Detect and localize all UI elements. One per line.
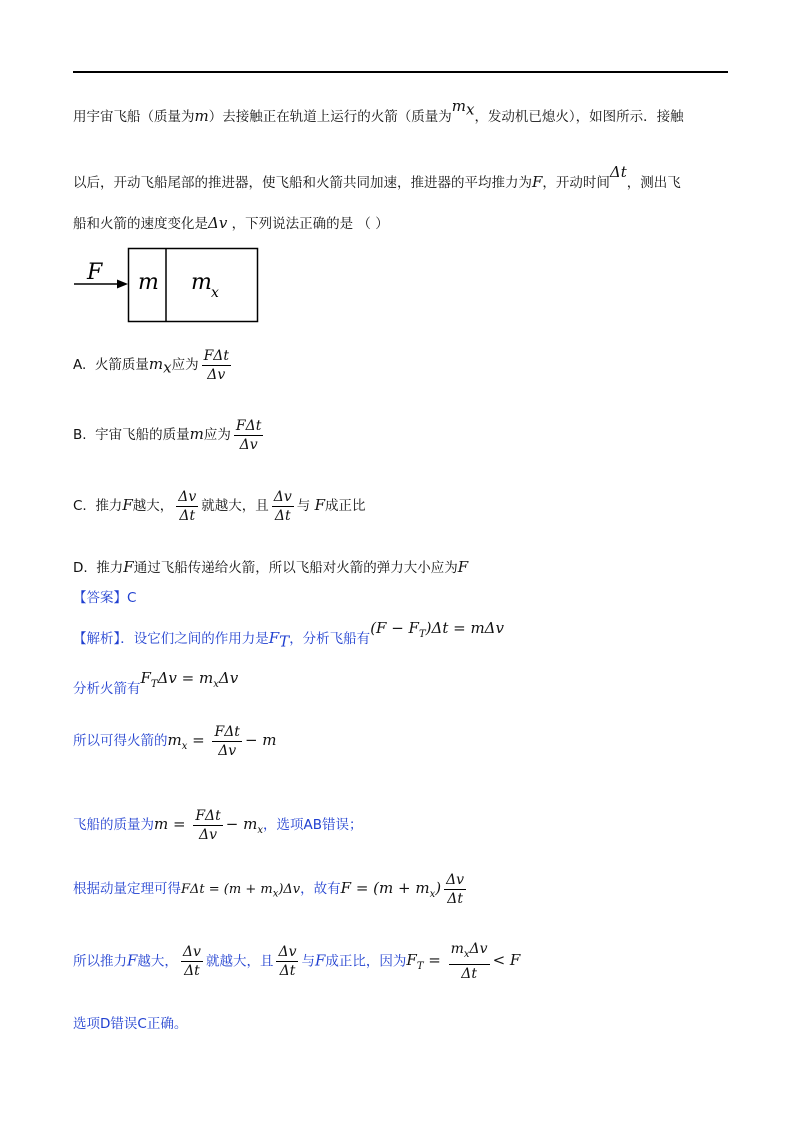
fraction: $\frac{\text{FΔt}}{\Delta v}$ [214, 723, 240, 759]
math-var-mx: m [451, 97, 466, 115]
rocket-label-sub: x [211, 285, 219, 301]
equation-mx: $m_x$ = $\frac{\text{FΔt}}{\Delta v}$ − m [167, 723, 277, 759]
option-b: B. 宇宙飞船的质量m应为 $\frac{\text{FΔt}}{\Delta v}$ [73, 417, 262, 453]
option-prefix: C. [73, 498, 87, 514]
fraction: $\frac{\Delta v}{\Delta t}$ [178, 488, 197, 524]
equation-FT: $F_T$ = $\frac{m_x\Delta v}{\Delta t}$ < F [406, 941, 521, 982]
question-text: 用宇宙飞船（质量为 [73, 109, 195, 125]
spacecraft-label: m [138, 270, 159, 295]
equation-m: m = $\frac{\text{FΔt}}{\Delta v}$ − $m_x$ [154, 807, 263, 843]
option-prefix: D. [73, 560, 88, 576]
fraction: $\frac{\text{FΔt}}{\Delta v}$ [203, 347, 230, 383]
analysis-line-5: 根据动量定理可得$F\Delta t = (m + m_x)\Delta v$，故有$F = (m + m_x)$ $\frac{\Delta v}{\Delta t}$ [73, 870, 469, 913]
math-var-F: F [532, 173, 543, 191]
fraction: $\frac{\Delta v}{\Delta t}$ [446, 871, 465, 907]
rocket-label: m [191, 270, 212, 295]
option-d: D. 推力F通过飞船传递给火箭，所以飞船对火箭的弹力大小应为F [73, 558, 469, 576]
question-text: ）去接触正在轨道上运行的火箭（质量为 [208, 109, 452, 125]
question-line-3: 船和火箭的速度变化是Δv ，下列说法正确的是 （ ） [73, 214, 389, 232]
option-prefix: A. [73, 357, 87, 373]
analysis-line-2: 分析火箭有$F_T\Delta v = m_x\Delta v$ [73, 669, 239, 697]
answer-value: C [127, 590, 137, 606]
math-delta-v: Δv [208, 214, 228, 232]
force-arrow-head [117, 280, 128, 289]
question-line-2: 以后，开动飞船尾部的推进器，使飞船和火箭共同加速，推进器的平均推力为F，开动时间Δt，测出飞 [73, 163, 681, 191]
option-a: A. 火箭质量$m_x$应为 $\frac{\text{FΔt}}{\Delta v}$ [73, 347, 230, 383]
analysis-label: 【解析】 [73, 631, 121, 647]
question-text: ，发动机已熄火），如图所示．接触 [474, 109, 684, 125]
math-var-m: m [194, 107, 209, 125]
answer-line [73, 588, 136, 608]
answer-label: 【答案】 [73, 590, 127, 606]
analysis-line-7: 选项D错误C正确。 [73, 1016, 188, 1032]
force-label: F [87, 260, 103, 285]
option-c: C. 推力F越大， $\frac{\Delta v}{\Delta t}$ 就越大，且 $\frac{\Delta v}{\Delta t}$ 与 F成正比 [73, 488, 366, 524]
fraction: $\frac{\Delta v}{\Delta t}$ [182, 943, 201, 979]
equation-momentum: $F\Delta t = (m + m_x)\Delta v$ [181, 882, 301, 900]
equation-ship: $(F - F_T)\Delta t = m\Delta v$ [370, 619, 504, 640]
analysis-line-4: 飞船的质量为m = $\frac{\text{FΔt}}{\Delta v}$ − $m_x$，选项AB错误； [73, 807, 363, 843]
fraction: $\frac{\text{FΔt}}{\Delta v}$ [235, 417, 262, 453]
header-rule [73, 71, 728, 73]
equation-rocket: $F_T\Delta v = m_x\Delta v$ [140, 669, 239, 690]
analysis-line-1: 【解析】．设它们之间的作用力是$F_T$，分析飞船有$(F - F_T)\Delta t = m\Delta v$ [73, 619, 504, 651]
spacecraft-rocket-figure [70, 245, 270, 330]
analysis-line-6: 所以推力F越大， $\frac{\Delta v}{\Delta t}$ 就越大，且 $\frac{\Delta v}{\Delta t}$ 与F成正比，因为$F_T$ = $\frac{m_x\Delta v}{\Delta t}$ < F [73, 941, 521, 982]
fraction: $\frac{m_x\Delta v}{\Delta t}$ [450, 941, 488, 982]
option-prefix: B. [73, 427, 87, 443]
fraction: $\frac{\Delta v}{\Delta t}$ [278, 943, 297, 979]
math-delta-t: Δt [609, 163, 627, 181]
equation-F: $F = (m + m_x)$ $\frac{\Delta v}{\Delta t}$ [340, 871, 465, 907]
fraction: $\frac{\text{FΔt}}{\Delta v}$ [195, 807, 221, 843]
question-line-1: 用宇宙飞船（质量为m）去接触正在轨道上运行的火箭（质量为$m_x$，发动机已熄火），如图所示．接触 [73, 97, 684, 125]
analysis-line-3: 所以可得火箭的$m_x$ = $\frac{\text{FΔt}}{\Delta v}$ − m [73, 723, 277, 759]
fraction: $\frac{\Delta v}{\Delta t}$ [273, 488, 292, 524]
